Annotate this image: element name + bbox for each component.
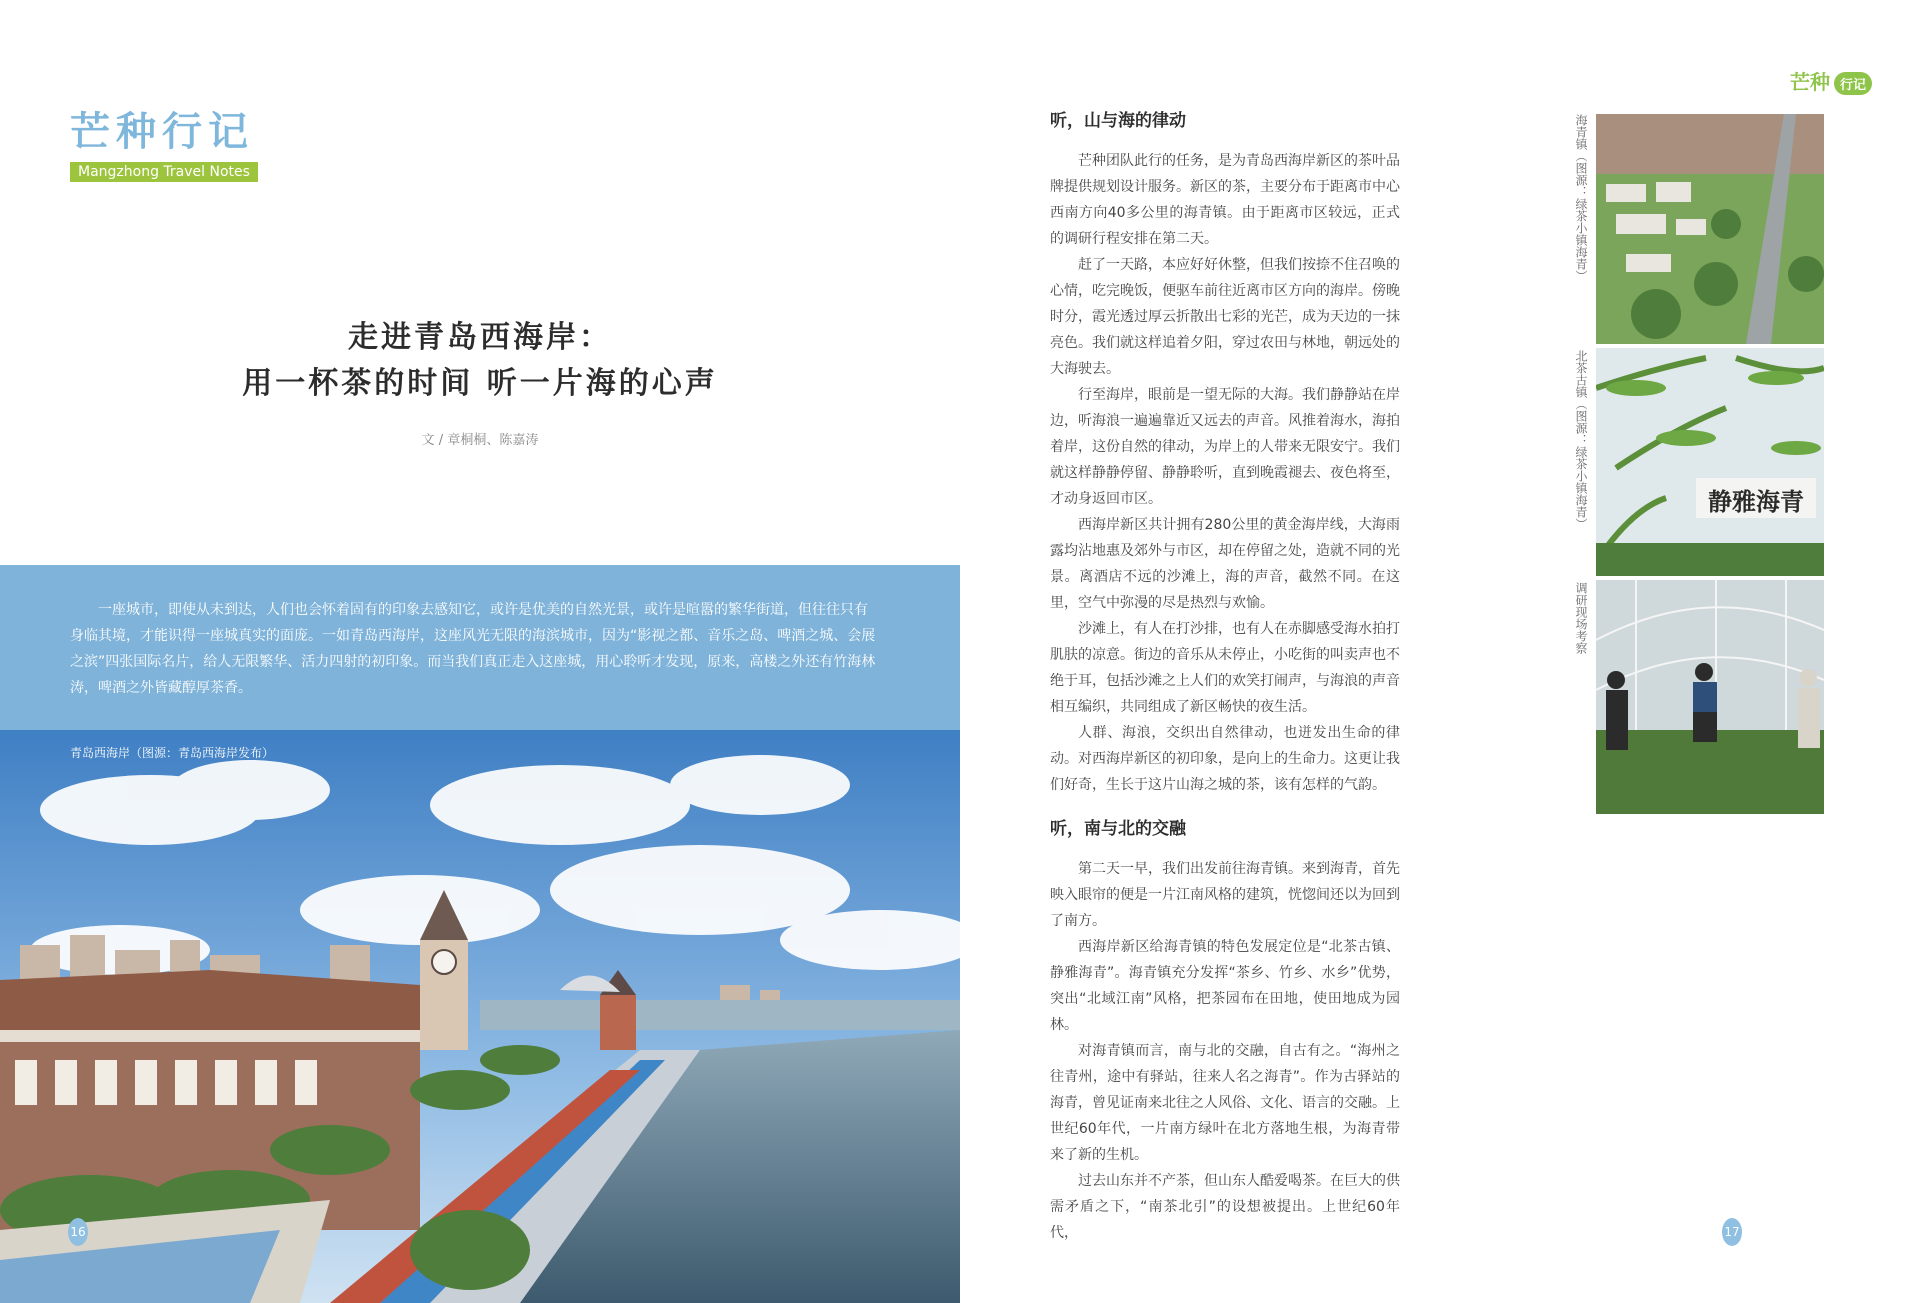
tea-town-sign-photo xyxy=(1596,348,1824,576)
body-paragraph: 第二天一早，我们出发前往海青镇。来到海青，首先映入眼帘的便是一片江南风格的建筑，恍惚间还以为回到了南方。 xyxy=(1050,861,1400,929)
header-logo-badge: 行记 xyxy=(1834,72,1872,95)
header-logo-text: 芒种 xyxy=(1789,70,1830,94)
page-number-right: 17 xyxy=(1722,1218,1742,1246)
town-aerial-photo xyxy=(1596,114,1824,344)
photo-caption: 青岛西海岸（图源：青岛西海岸发布） xyxy=(70,746,275,760)
side-caption-1: 海青镇（图源：绿茶小镇海青） xyxy=(1574,114,1588,282)
body-paragraph: 西海岸新区共计拥有280公里的黄金海岸线，大海雨露均沾地惠及郊外与市区，却在停留之处，造就不同的光景。离酒店不远的沙滩上，海的声音，截然不同。在这里，空气中弥漫的尽是热烈与欢愉。 xyxy=(1050,517,1400,611)
side-caption-2: 北茶古镇（图源：绿茶小镇海青） xyxy=(1574,350,1588,530)
page-number-left: 16 xyxy=(68,1218,88,1246)
body-paragraph: 沙滩上，有人在打沙排，也有人在赤脚感受海水拍打肌肤的凉意。街边的音乐从未停止，小吃街的叫卖声也不绝于耳，包括沙滩之上人们的欢笑打闹声，与海浪的声音相互编织，共同组成了新区畅快的夜生活。 xyxy=(1050,621,1400,715)
body-paragraph: 西海岸新区给海青镇的特色发展定位是“北茶古镇、静雅海青”。海青镇充分发挥“茶乡、竹乡、水乡”优势，突出“北域江南”风格，把茶园布在田地，使田地成为园林。 xyxy=(1050,939,1400,1033)
body-paragraph: 对海青镇而言，南与北的交融，自古有之。“海州之往青州，途中有驿站，往来人名之海青”。作为古驿站的海青，曾见证南来北往之人风俗、文化、语言的交融。上世纪60年代，一片南方绿叶在北方落地生根，为海青带来了新的生机。 xyxy=(1050,1043,1400,1163)
body-paragraph: 芒种团队此行的任务，是为青岛西海岸新区的茶叶品牌提供规划设计服务。新区的茶，主要分布于距离市中心西南方向40多公里的海青镇。由于距离市区较远，正式的调研行程安排在第二天。 xyxy=(1050,153,1400,247)
body-paragraph: 赶了一天路，本应好好休整，但我们按捺不住召唤的心情，吃完晚饭，便驱车前往近离市区方向的海岸。傍晚时分，霞光透过厚云折散出七彩的光芒，成为天边的一抹亮色。我们就这样追着夕阳，穿过农田与林地，朝远处的大海驶去。 xyxy=(1050,257,1400,377)
section-heading-2: 听，南与北的交融 xyxy=(1050,819,1186,839)
coastal-city-photo xyxy=(0,730,960,1303)
column-logo xyxy=(70,108,258,182)
header-logo xyxy=(1790,66,1872,95)
body-paragraph: 人群、海浪，交织出自然律动，也迸发出生命的律动。对西海岸新区的初印象，是向上的生命力。这更让我们好奇，生长于这片山海之城的茶，该有怎样的气韵。 xyxy=(1050,725,1400,793)
right-page xyxy=(960,0,1920,1303)
hero-photo xyxy=(0,730,960,1303)
article-title-line1: 走进青岛西海岸： xyxy=(348,320,612,355)
intro-paragraph: 一座城市，即使从未到达，人们也会怀着固有的印象去感知它，或许是优美的自然光景，或许是喧嚣的繁华街道，但往往只有身临其境，才能识得一座城真实的面庞。一如青岛西海岸，这座风光无限的海滨城市，因为“影视之都、音乐之岛、啤酒之城、会展之滨”四张国际名片，给人无限繁华、活力四射的初印象。而当我们真正走入这座城，用心聆听才发现，原来，高楼之外还有竹海林涛，啤酒之外皆藏醇厚茶香。 xyxy=(70,602,876,696)
byline: 文 / 章桐桐、陈嘉涛 xyxy=(421,433,539,448)
article-title-block xyxy=(0,315,960,448)
article-body xyxy=(1050,108,1400,1246)
column-title-cn: 芒种行记 xyxy=(70,108,254,155)
body-paragraph: 过去山东并不产茶，但山东人酷爱喝茶。在巨大的供需矛盾之下，“南茶北引”的设想被提出。上世纪60年代， xyxy=(1050,1173,1400,1241)
body-paragraph: 行至海岸，眼前是一望无际的大海。我们静静站在岸边，听海浪一遍遍靠近又远去的声音。风推着海水，海拍着岸，这份自然的律动，为岸上的人带来无限安宁。我们就这样静静停留、静静聆听，直到晚霞褪去、夜色将至，才动身返回市区。 xyxy=(1050,387,1400,507)
column-title-en: Mangzhong Travel Notes xyxy=(70,162,258,182)
article-title-line2: 用一杯茶的时间 听一片海的心声 xyxy=(242,366,718,401)
intro-box xyxy=(0,565,960,730)
greenhouse-visit-photo xyxy=(1596,580,1824,814)
side-caption-3: 调研现场考察 xyxy=(1574,582,1588,654)
sign-text: 静雅海青 xyxy=(1708,487,1804,516)
section-heading-1: 听，山与海的律动 xyxy=(1050,111,1186,131)
